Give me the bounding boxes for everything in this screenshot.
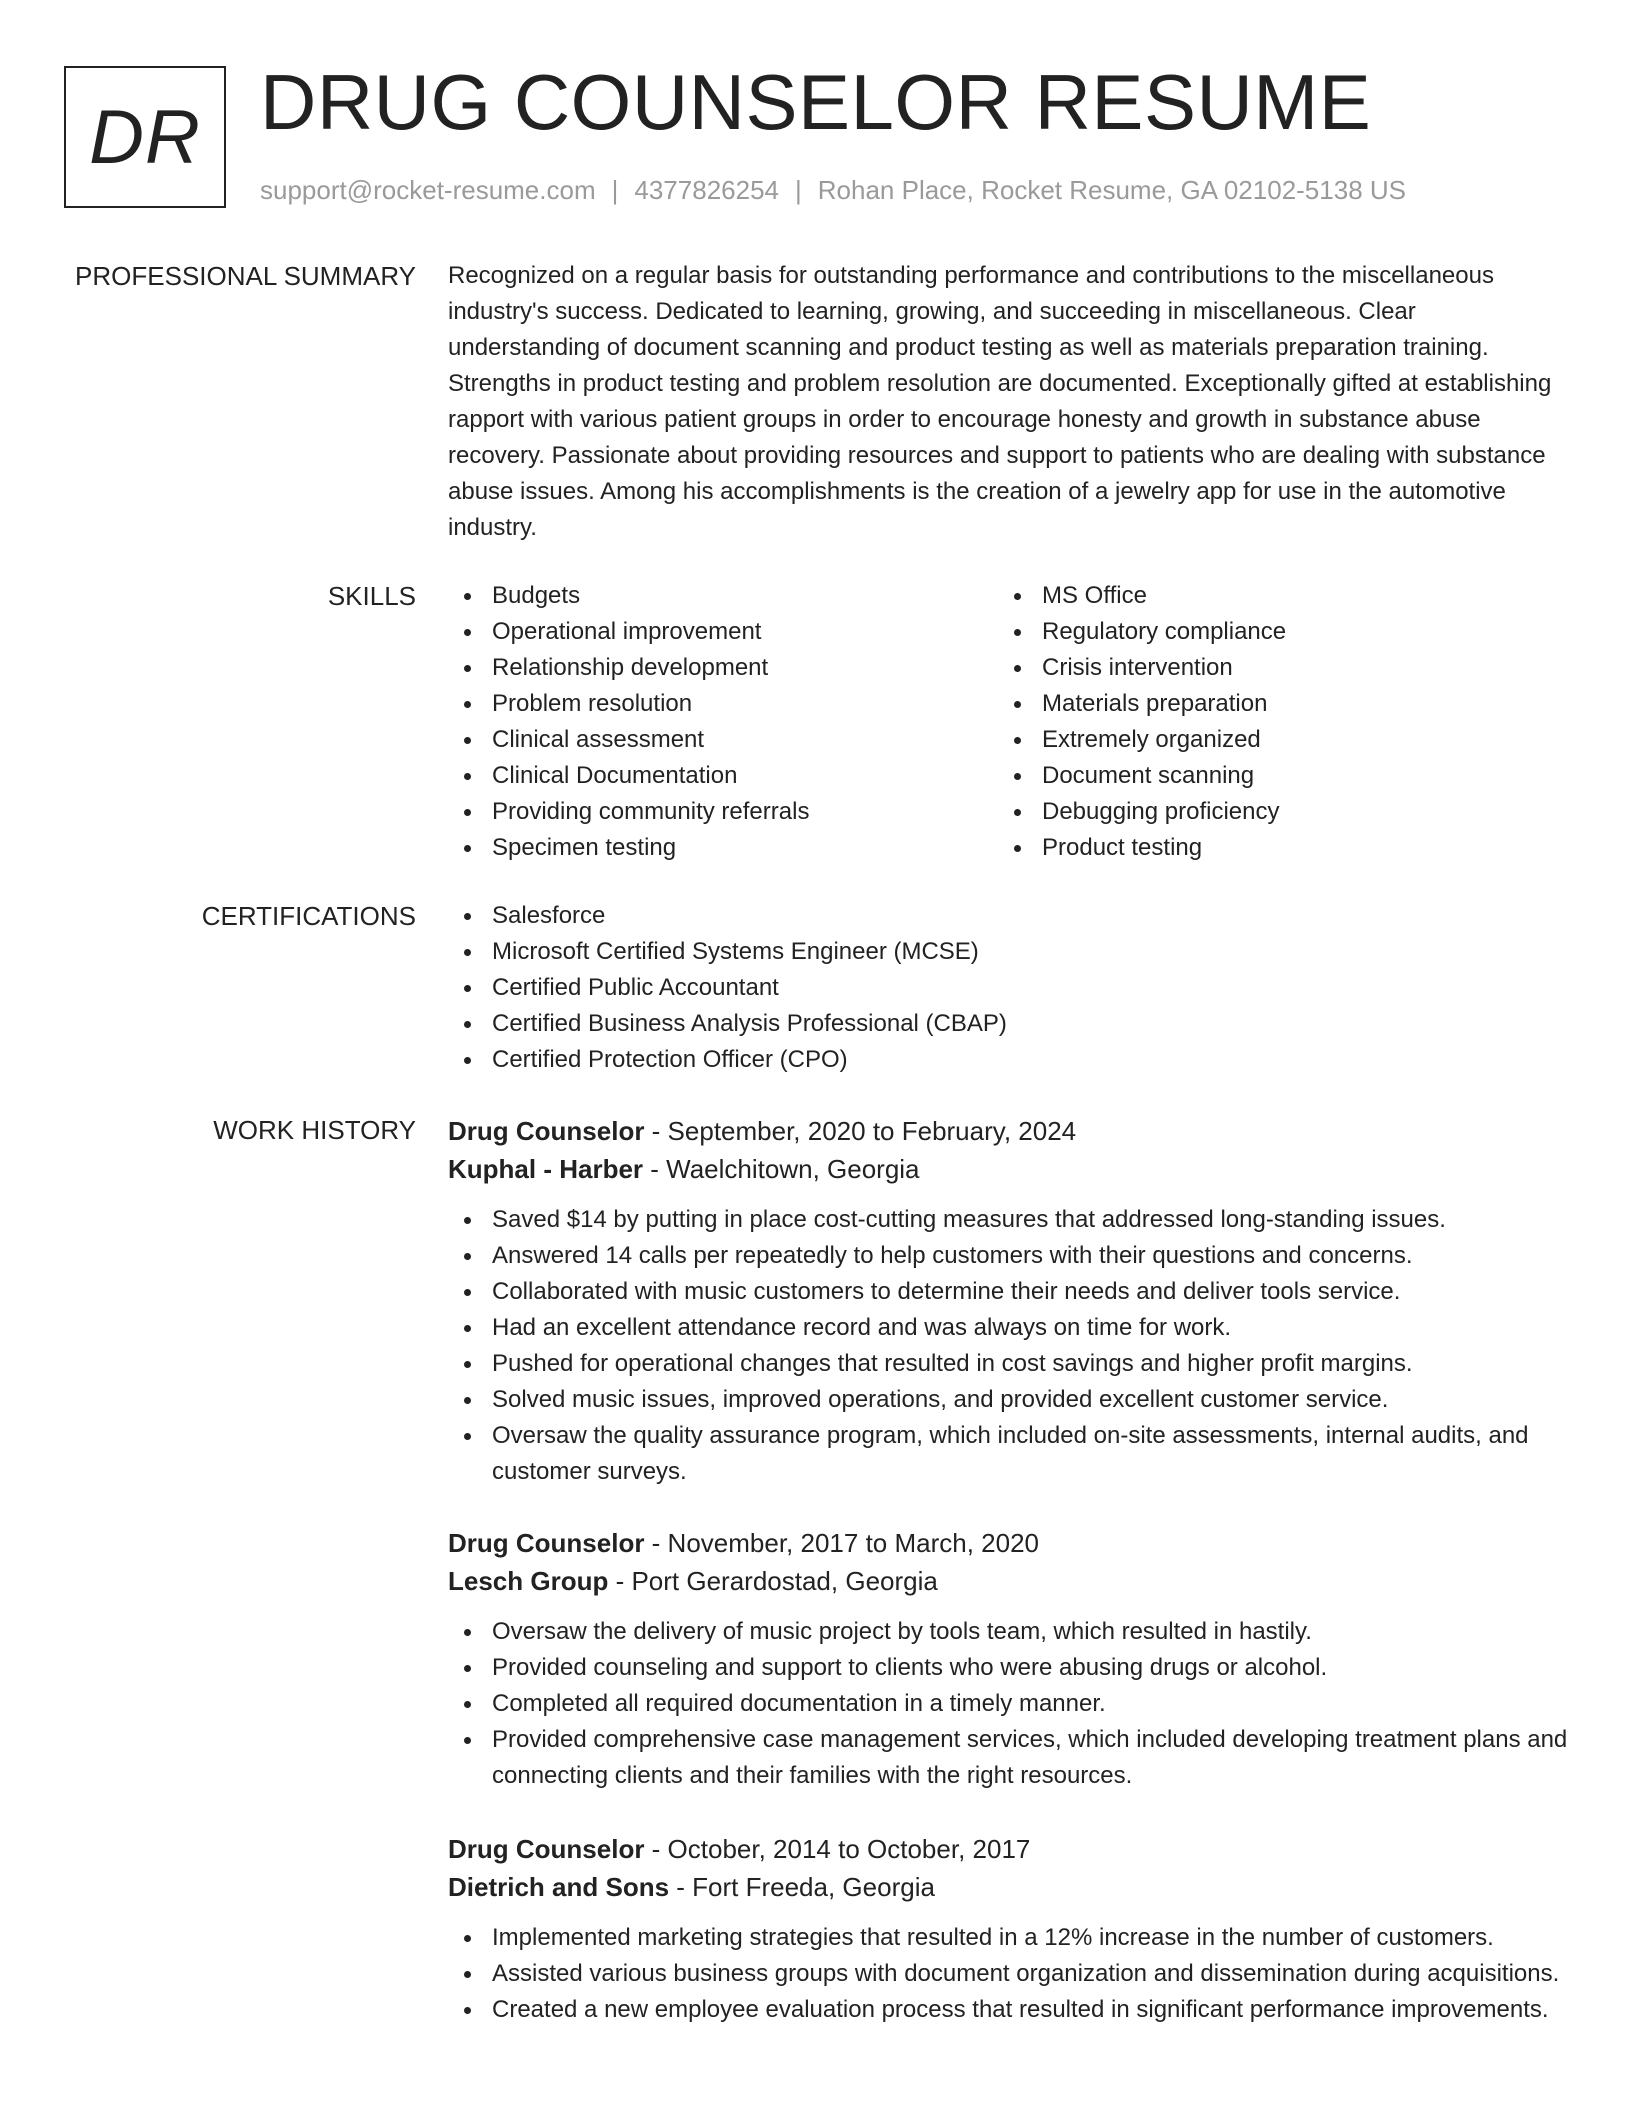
resume-title: DRUG COUNSELOR RESUME: [260, 58, 1372, 146]
job-title: Drug Counselor: [448, 1528, 645, 1558]
skill-item: Clinical Documentation: [448, 758, 809, 794]
job-duty: Implemented marketing strategies that resulted in a 12% increase in the number of customers.: [448, 1920, 1568, 1956]
skill-item: Extremely organized: [998, 722, 1286, 758]
job-duty: Provided comprehensive case management services, which included developing treatment plans and connecting clients and their families with the right resources.: [448, 1722, 1568, 1794]
job-location: - Waelchitown, Georgia: [643, 1154, 920, 1184]
summary-body: [448, 258, 1568, 546]
skill-item: Providing community referrals: [448, 794, 809, 830]
contact-separator: |: [795, 175, 802, 205]
skill-item: Document scanning: [998, 758, 1286, 794]
job-duty: Pushed for operational changes that resulted in cost savings and higher profit margins.: [448, 1346, 1568, 1382]
contact-separator: |: [611, 175, 619, 205]
contact-address: Rohan Place, Rocket Resume, GA 02102-5138 US: [817, 175, 1406, 205]
skill-item: Specimen testing: [448, 830, 809, 866]
skill-item: Clinical assessment: [448, 722, 809, 758]
job-title: Drug Counselor: [448, 1116, 645, 1146]
job-entry: [448, 1830, 1568, 2028]
skill-item: Budgets: [448, 578, 809, 614]
skills-list-right: [998, 578, 1286, 866]
certification-item: Certified Business Analysis Professional (CBAP): [448, 1006, 1568, 1042]
job-duty: Oversaw the delivery of music project by tools team, which resulted in hastily.: [448, 1614, 1568, 1650]
skill-item: Problem resolution: [448, 686, 809, 722]
skill-item: Crisis intervention: [998, 650, 1286, 686]
certification-item: Certified Protection Officer (CPO): [448, 1042, 1568, 1078]
job-dates: - November, 2017 to March, 2020: [644, 1528, 1039, 1558]
section-label-summary: PROFESSIONAL SUMMARY: [75, 261, 416, 291]
contact-line: [260, 174, 1406, 206]
certification-item: Salesforce: [448, 898, 1568, 934]
summary-text: Recognized on a regular basis for outstanding performance and contributions to the miscellaneous industry's success. Dedicated to learning, growing, and succeeding in miscellaneous. Clear understanding of document scanning and product testing as well as materials preparation training. Strengths in product testing and problem resolution are documented. Exceptionally gifted at establishing rapport with various patient groups in order to encourage honesty and growth in substance abuse recovery. Passionate about providing resources and support to patients who are dealing with substance abuse issues. Among his accomplishments is the creation of a jewelry app for use in the automotive industry.: [448, 262, 1552, 541]
skill-item: Regulatory compliance: [998, 614, 1286, 650]
job-duty: Completed all required documentation in a timely manner.: [448, 1686, 1568, 1722]
job-duties-list: [448, 1920, 1568, 2028]
job-title-line: [448, 1112, 1568, 1150]
certification-item: Microsoft Certified Systems Engineer (MCSE): [448, 934, 1568, 970]
skill-item: MS Office: [998, 578, 1286, 614]
job-entry: [448, 1112, 1568, 1490]
job-company: Lesch Group: [448, 1566, 609, 1596]
skill-item: Debugging proficiency: [998, 794, 1286, 830]
job-duty: Saved $14 by putting in place cost-cutting measures that addressed long-standing issues.: [448, 1202, 1568, 1238]
job-title: Drug Counselor: [448, 1834, 645, 1864]
skill-item: Relationship development: [448, 650, 809, 686]
job-company-line: [448, 1150, 1568, 1188]
certifications-body: [448, 898, 1568, 1078]
job-title-line: [448, 1830, 1568, 1868]
skill-item: Operational improvement: [448, 614, 809, 650]
job-company-line: [448, 1868, 1568, 1906]
job-company: Kuphal - Harber: [448, 1154, 644, 1184]
job-duty: Had an excellent attendance record and was always on time for work.: [448, 1310, 1568, 1346]
certifications-list: [448, 898, 1568, 1078]
job-dates: - October, 2014 to October, 2017: [644, 1834, 1031, 1864]
job-company: Dietrich and Sons: [448, 1872, 670, 1902]
job-duty: Solved music issues, improved operations, and provided excellent customer service.: [448, 1382, 1568, 1418]
job-duties-list: [448, 1614, 1568, 1794]
skill-item: Product testing: [998, 830, 1286, 866]
job-duties-list: [448, 1202, 1568, 1490]
skills-list-left: [448, 578, 809, 866]
job-duty: Assisted various business groups with document organization and dissemination during acquisitions.: [448, 1956, 1568, 1992]
job-entry: [448, 1524, 1568, 1794]
skill-item: Materials preparation: [998, 686, 1286, 722]
section-label-skills: SKILLS: [327, 581, 416, 611]
job-location: - Fort Freeda, Georgia: [669, 1872, 935, 1902]
job-duty: Provided counseling and support to clients who were abusing drugs or alcohol.: [448, 1650, 1568, 1686]
job-location: - Port Gerardostad, Georgia: [608, 1566, 938, 1596]
contact-phone[interactable]: 4377826254: [634, 175, 779, 205]
section-label-certifications: CERTIFICATIONS: [201, 901, 416, 931]
skills-body: [448, 578, 1568, 868]
job-title-line: [448, 1524, 1568, 1562]
job-dates: - September, 2020 to February, 2024: [644, 1116, 1077, 1146]
job-company-line: [448, 1562, 1568, 1600]
job-duty: Collaborated with music customers to determine their needs and deliver tools service.: [448, 1274, 1568, 1310]
section-label-work-history: WORK HISTORY: [213, 1115, 416, 1145]
job-duty: Created a new employee evaluation process that resulted in significant performance improvements.: [448, 1992, 1568, 2028]
job-duty: Oversaw the quality assurance program, which included on-site assessments, internal audits, and customer surveys.: [448, 1418, 1568, 1490]
job-duty: Answered 14 calls per repeatedly to help customers with their questions and concerns.: [448, 1238, 1568, 1274]
certification-item: Certified Public Accountant: [448, 970, 1568, 1006]
contact-email[interactable]: support@rocket-resume.com: [260, 175, 596, 205]
monogram: DR: [64, 66, 226, 208]
